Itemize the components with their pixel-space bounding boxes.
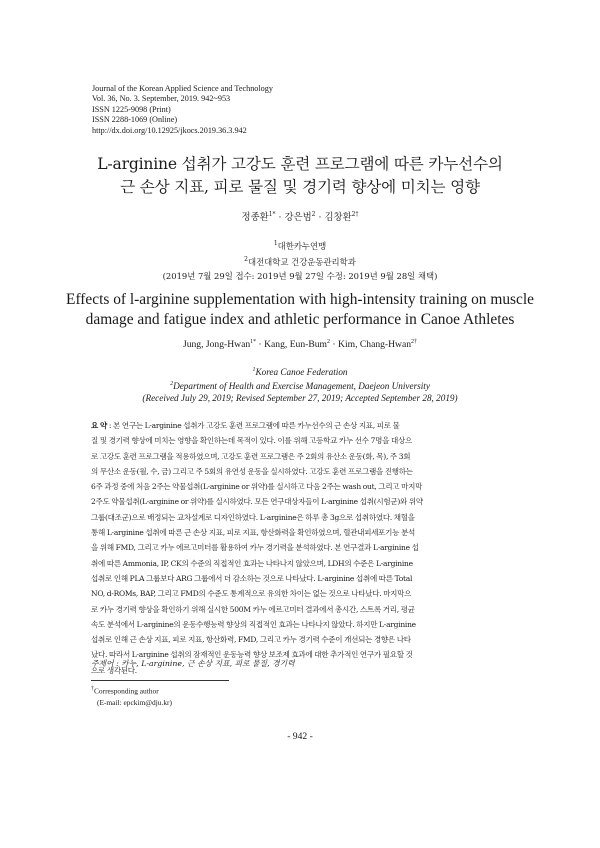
korean-affiliation-1-text: 대한카누연맹 (277, 240, 327, 251)
english-title-line2: damage and fatigue index and athletic performance in Canoe Athletes (85, 311, 515, 328)
english-dates: (Received July 29, 2019; Revised September 27, 2019; Accepted September 28, 2019) (142, 393, 458, 404)
abstract-line: 으로 생각된다. (91, 665, 137, 675)
corresponding-email: (E-mail: epckim@dju.kr) (97, 698, 172, 708)
korean-author-2-sup: 2 (311, 210, 316, 218)
abstract-line: NO, d-ROMs, BAP, 그리고 FMD의 수준도 통계적으로 유의한 차이는 없는 것으로 나타났다. 마지막으 (91, 589, 412, 599)
korean-affiliations (0, 237, 600, 283)
korean-author-3: 김창환 (324, 212, 352, 223)
abstract-line: 섭취로 인해 근 손상 지표, 피로 지표, 항산화력, FMD, 그리고 카누 경기력 수준이 개선되는 경향은 나타 (91, 635, 411, 645)
english-affiliations (0, 364, 600, 404)
english-affiliation-1 (0, 364, 600, 378)
korean-title-line2: 근 손상 지표, 피로 물질 및 경기력 향상에 미치는 영향 (120, 178, 480, 196)
doi-link[interactable]: http://dx.doi.org/10.12925/jkocs.2019.36.3.942 (92, 125, 247, 135)
english-affiliation-2 (0, 378, 600, 392)
footnote (91, 684, 172, 709)
author-separator: · (256, 339, 265, 351)
issn-online: ISSN 2288-1069 (Online) (92, 115, 178, 125)
abstract-line: 6주 과정 중에 처음 2주는 약물섭취(L-arginine or 위약)를 실시하고 다음 2주는 wash out, 그리고 마지막 (91, 482, 423, 492)
corresponding-author-label: Corresponding author (94, 686, 159, 696)
korean-author-1-sup: 1* (268, 210, 276, 218)
abstract-line: 로 카누 경기력 향상을 확인하기 위해 실시한 500M 카누 에르고미터 결과에서 총시간, 스트록 거리, 평균 (91, 604, 415, 614)
english-author-2: Kang, Eun-Bum (264, 339, 328, 351)
abstract-line: 섭취로 인해 PLA 그룹보다 ARG 그룹에서 더 감소하는 것으로 나타났다. L-arginine 섭취에 따른 Total (91, 573, 413, 583)
korean-authors (0, 209, 600, 223)
korean-title-line1: L-arginine 섭취가 고강도 훈련 프로그램에 따른 카누선수의 (97, 155, 503, 173)
keywords: 주제어 : 카누, L-arginine, 근 손상 지표, 피로 물질, 경기력 (91, 659, 295, 668)
english-authors (0, 339, 600, 350)
issn-print: ISSN 1225-9098 (Print) (92, 104, 171, 114)
english-author-1: Jung, Jong-Hwan (182, 339, 251, 351)
abstract-line: 질 및 경기력 향상에 미치는 영향을 확인하는데 목적이 있다. 이를 위해 고등학교 카누 선수 7명을 대상으 (91, 436, 412, 446)
english-author-3-sup: 2† (411, 339, 418, 345)
abstract-line: 의 무산소 운동(월, 수, 금) 그리고 주 5회의 유연성 운동을 실시하였다. 고강도 훈련 프로그램을 진행하는 (91, 466, 413, 476)
author-separator: · (330, 339, 339, 351)
footnote-divider (91, 680, 229, 681)
english-affiliation-1-text: Korea Canoe Federation (255, 367, 348, 378)
author-separator: · (275, 212, 285, 223)
korean-affiliation-2-text: 대전대학교 건강운동관리학과 (247, 257, 356, 268)
journal-name: Journal of the Korean Applied Science and Technology (92, 84, 273, 93)
korean-title (0, 153, 600, 199)
abstract-label: 요 약 (91, 421, 108, 430)
abstract (91, 418, 509, 678)
english-affiliation-2-sup: 2 (170, 381, 174, 388)
abstract-line: 2주도 약물섭취(L-arginine or 위약)를 실시하였다. 모든 연구대상자들이 L-arginine 섭취(시험군)와 위약 (91, 497, 423, 507)
korean-author-2: 강은범 (284, 212, 312, 223)
korean-dates: (2019년 7월 29일 접수: 2019년 9월 27일 수정: 2019년 9월 28일 채택) (162, 270, 438, 281)
abstract-line: 났다. 따라서 L-arginine 섭취의 잠재적인 운동능력 향상 보조제 효과에 대한 추가적인 연구가 필요할 것 (91, 650, 413, 660)
english-affiliation-1-sup: 1 (252, 367, 256, 373)
abstract-line-text: : 본 연구는 L-arginine 섭취가 고강도 훈련 프로그램에 따른 카누선수의 근 손상 지표, 피로 물 (107, 421, 400, 430)
korean-affiliation-1 (0, 237, 600, 253)
english-author-3: Kim, Chang-Hwan (338, 339, 412, 351)
abstract-line (91, 418, 509, 433)
korean-affiliation-1-sup: 1 (273, 240, 278, 247)
journal-header (92, 84, 273, 136)
english-title-line1: Effects of l-arginine supplementation with high-intensity training on muscle (66, 291, 534, 308)
abstract-line: 취에 따른 Ammonia, IP, CK의 수준의 직접적인 효과는 나타나지 않았으며, LDH의 수준은 L-arginine (91, 558, 413, 568)
korean-author-1: 정종환 (241, 212, 269, 223)
abstract-line: 그룹(대조군)으로 배정되는 교차설계로 디자인하였다. L-arginine은 하루 총 3g으로 섭취하였다. 채혈을 (91, 512, 415, 522)
abstract-line: 로 고강도 훈련 프로그램을 적용하였으며, 고강도 훈련 프로그램은 주 2회의 유산소 운동(화, 목), 주 3회 (91, 451, 411, 461)
english-title (0, 290, 600, 330)
abstract-line: 속도 분석에서 L-arginine의 운동수행능력 향상의 직접적인 효과는 나타나지 않았다. 하지만 L-arginine (91, 619, 416, 629)
english-author-2-sup: 2 (327, 339, 331, 345)
corresponding-author (91, 684, 172, 697)
journal-volume: Vol. 36, No. 3. September, 2019. 942~953 (92, 94, 231, 104)
english-author-1-sup: 1* (250, 339, 257, 345)
page-number: - 942 - (287, 731, 313, 742)
korean-affiliation-2 (0, 253, 600, 269)
author-separator: · (315, 212, 325, 223)
english-affiliation-2-text: Department of Health and Exercise Management, Daejeon University (173, 381, 430, 392)
abstract-line: 통해 L-arginine 섭취에 따른 근 손상 지표, 피로 지표, 항산화력을 확인하였으며, 혈관내피세포기능 분석 (91, 528, 415, 538)
abstract-line: 을 위해 FMD, 그리고 카누 에르고미터를 활용하여 카누 경기력을 분석하였다. 본 연구결과 L-arginine 섭 (91, 543, 419, 553)
korean-author-3-sup: 2† (351, 210, 359, 218)
korean-affiliation-2-sup: 2 (244, 256, 248, 264)
dagger-mark: † (91, 686, 94, 692)
